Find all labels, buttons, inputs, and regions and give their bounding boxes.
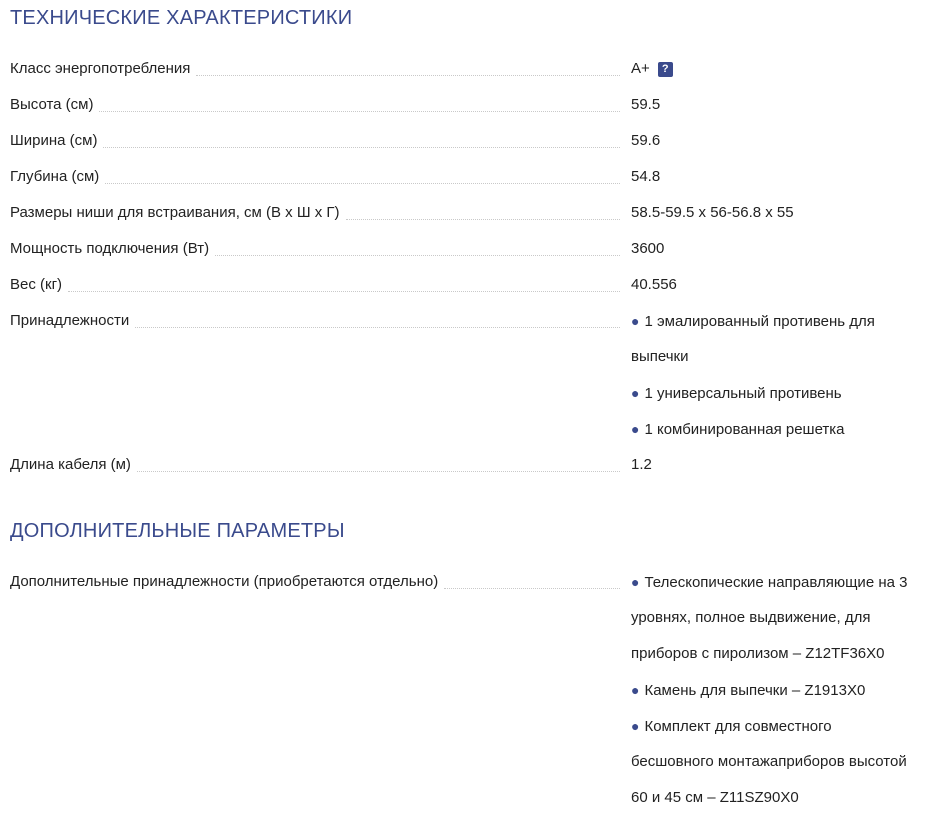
accessory-list [631,311,934,455]
dotted-leader [68,278,620,292]
list-item-continuation: бесшовного монтажаприборов высотой [631,753,907,770]
spec-label: Глубина (см) [10,168,100,185]
spec-label: Вес (кг) [10,276,63,293]
list-item: ● Комплект для совместного [631,718,832,735]
bullet-icon: ● [631,313,640,329]
spec-value: 1.2 [631,456,652,473]
dotted-leader [99,98,620,112]
spec-value: 59.5 [631,96,661,113]
bullet-icon: ● [631,574,640,590]
dotted-leader [215,242,620,256]
dotted-leader [346,206,620,220]
bullet-icon: ● [631,385,640,401]
dotted-leader [137,458,620,472]
spec-label: Дополнительные принадлежности (приобретаются отдельно) [10,573,439,590]
spec-label: Мощность подключения (Вт) [10,240,210,257]
extra-accessory-list [631,572,934,824]
spec-value: 58.5-59.5 х 56-56.8 х 55 [631,204,794,221]
list-item: ● 1 универсальный противень [631,385,842,402]
list-item-continuation: выпечки [631,348,689,365]
list-item-continuation: приборов с пиролизом – Z12TF36X0 [631,645,885,662]
spec-label: Класс энергопотребления [10,60,191,77]
spec-value: 59.6 [631,132,661,149]
spec-label: Размеры ниши для встраивания, см (В х Ш х Г) [10,204,340,221]
spec-value: 3600 [631,240,665,257]
dotted-leader [444,575,620,589]
list-item: ● 1 комбинированная решетка [631,421,845,438]
dotted-leader [135,314,620,328]
list-item: ● Телескопические направляющие на 3 [631,574,908,591]
bullet-icon: ● [631,682,640,698]
spec-value: 40.556 [631,276,677,293]
dotted-leader [196,62,620,76]
spec-label: Длина кабеля (м) [10,456,131,473]
dotted-leader [105,170,620,184]
list-item-continuation: 60 и 45 см – Z11SZ90X0 [631,789,799,806]
list-item: ● Камень для выпечки – Z1913X0 [631,682,866,699]
spec-value: 54.8 [631,168,661,185]
list-item: ● 1 эмалированный противень для [631,313,875,330]
help-icon[interactable]: ? [658,62,673,77]
section-title-extra: ДОПОЛНИТЕЛЬНЫЕ ПАРАМЕТРЫ [10,520,345,542]
bullet-icon: ● [631,718,640,734]
section-title-tech: ТЕХНИЧЕСКИЕ ХАРАКТЕРИСТИКИ [10,7,353,29]
spec-label: Ширина (см) [10,132,98,149]
bullet-icon: ● [631,421,640,437]
list-item-continuation: уровнях, полное выдвижение, для [631,609,871,626]
dotted-leader [103,134,620,148]
spec-label: Принадлежности [10,312,130,329]
spec-value: A+ [631,60,650,77]
spec-label: Высота (см) [10,96,94,113]
